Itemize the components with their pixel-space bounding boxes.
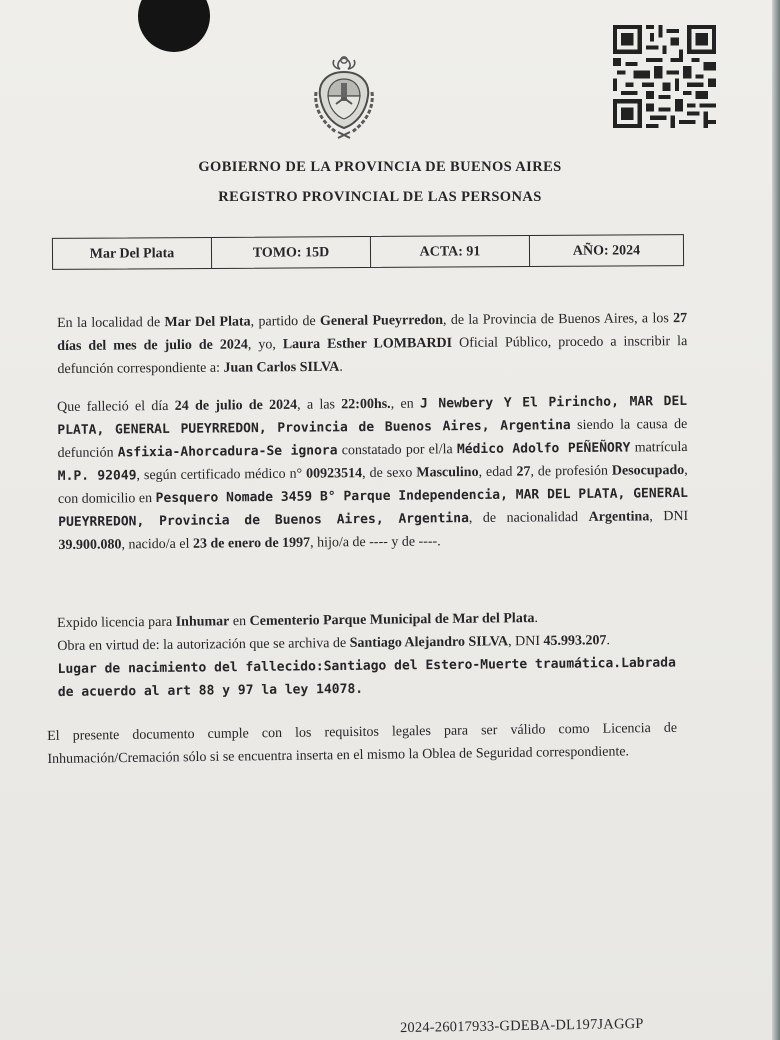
text: constatado por el/la bbox=[337, 442, 457, 459]
doctor-name: Médico Adolfo PEÑEÑORY bbox=[456, 440, 631, 458]
text: . bbox=[606, 633, 611, 649]
text: , partido de bbox=[250, 313, 321, 330]
text: Que falleció el día bbox=[57, 398, 175, 415]
acta-number-cell: ACTA: 91 bbox=[371, 236, 530, 267]
authorizer-dni: 45.993.207 bbox=[543, 633, 607, 649]
text: . bbox=[534, 610, 539, 627]
locality-name: Mar Del Plata bbox=[164, 314, 251, 331]
text: matrícula bbox=[630, 439, 688, 456]
text: , a las bbox=[297, 397, 342, 413]
acta-info-table bbox=[52, 234, 684, 270]
age: 27 bbox=[516, 464, 531, 480]
text: Obra en virtud de: la autorización que se archiva de bbox=[57, 635, 350, 654]
home-address: Pesquero Nomade 3459 B° Parque Independencia, MAR DEL PLATA, GENERAL PUEYRREDON, Provincia de Buenos Aires, Argentina bbox=[58, 485, 689, 530]
death-date: 24 de julio de 2024 bbox=[174, 397, 298, 414]
header-registry: REGISTRO PROVINCIAL DE LAS PERSONAS bbox=[218, 189, 542, 205]
paragraph-legal-notice: El presente documento cumple con los requisitos legales para ser válido como Licencia de Inhumación/Cremación sólo si se encuentra inserta en el mismo la Oblea de Seguridad correspondiente. bbox=[47, 720, 678, 767]
text: . bbox=[339, 359, 343, 375]
punch-hole bbox=[138, 0, 210, 52]
cause-of-death: Asfixia-Ahorcadura-Se ignora bbox=[117, 443, 338, 461]
text: Oficial Público, procedo a inscribir la defunción correspondiente a: bbox=[57, 334, 688, 377]
partido-name: General Pueyrredon bbox=[319, 312, 444, 329]
registration-date: 27 días del mes de julio de 2024 bbox=[57, 311, 688, 354]
paragraph-burial-license bbox=[57, 605, 688, 704]
paragraph-registration bbox=[57, 307, 688, 381]
paragraph-death-details bbox=[57, 390, 689, 557]
acta-year-cell: AÑO: 2024 bbox=[572, 243, 641, 259]
official-name: Laura Esther LOMBARDI bbox=[282, 335, 453, 353]
text: , de sexo bbox=[362, 465, 417, 482]
text: , hijo/a de ---- y de ----. bbox=[310, 534, 441, 551]
doctor-license: M.P. 92049 bbox=[57, 468, 137, 484]
text: , yo, bbox=[247, 337, 283, 353]
text: en bbox=[229, 613, 250, 630]
text: , nacido/a el bbox=[121, 536, 194, 553]
text: , de nacionalidad bbox=[468, 509, 589, 527]
text: , de profesión bbox=[530, 463, 612, 480]
nationality: Argentina bbox=[588, 509, 650, 525]
text: , de la Provincia de Buenos Aires, a los bbox=[442, 311, 674, 328]
provincial-seal-emblem bbox=[310, 52, 378, 144]
dni-number: 39.900.080 bbox=[58, 537, 122, 553]
text: , con domicilio en bbox=[57, 462, 688, 507]
document-reference-code: 2024-26017933-GDEBA-DL197JAGGP bbox=[399, 1015, 644, 1037]
death-time: 22:00hs. bbox=[341, 396, 391, 413]
birthplace-note: Lugar de nacimiento del fallecido:Santiago del Estero-Muerte traumática.Labrada de acuerdo al art 88 y 97 la ley 14078. bbox=[57, 655, 676, 700]
cemetery-name: Cementerio Parque Municipal de Mar del Plata bbox=[249, 611, 535, 629]
death-location: J Newbery Y El Pirincho, MAR DEL PLATA, GENERAL PUEYRREDON, Provincia de Buenos Aires, Argentina bbox=[57, 393, 688, 438]
text: En la localidad de bbox=[57, 315, 165, 331]
text: siendo la causa de defunción bbox=[57, 416, 688, 461]
authorizer-name: Santiago Alejandro SILVA bbox=[349, 634, 509, 651]
sex: Masculino bbox=[416, 464, 479, 481]
profession: Desocupado bbox=[611, 462, 685, 479]
birth-date: 23 de enero de 1997 bbox=[192, 535, 311, 552]
acta-place-cell: Mar Del Plata bbox=[53, 238, 212, 269]
page-edge-shadow bbox=[772, 0, 780, 1040]
text: , DNI bbox=[649, 508, 689, 525]
text: , en bbox=[390, 396, 421, 412]
text: , DNI bbox=[508, 633, 544, 650]
text: Expido licencia para bbox=[57, 614, 176, 631]
acta-tomo-cell: TOMO: 15D bbox=[212, 237, 371, 268]
text: , según certificado médico n° bbox=[136, 466, 307, 484]
header-government: GOBIERNO DE LA PROVINCIA DE BUENOS AIRES bbox=[198, 159, 562, 175]
text: , edad bbox=[478, 464, 517, 480]
burial-type: Inhumar bbox=[175, 614, 230, 630]
certificate-number: 00923514 bbox=[306, 466, 363, 482]
qr-code bbox=[613, 25, 716, 128]
deceased-name: Juan Carlos SILVA bbox=[223, 359, 340, 376]
